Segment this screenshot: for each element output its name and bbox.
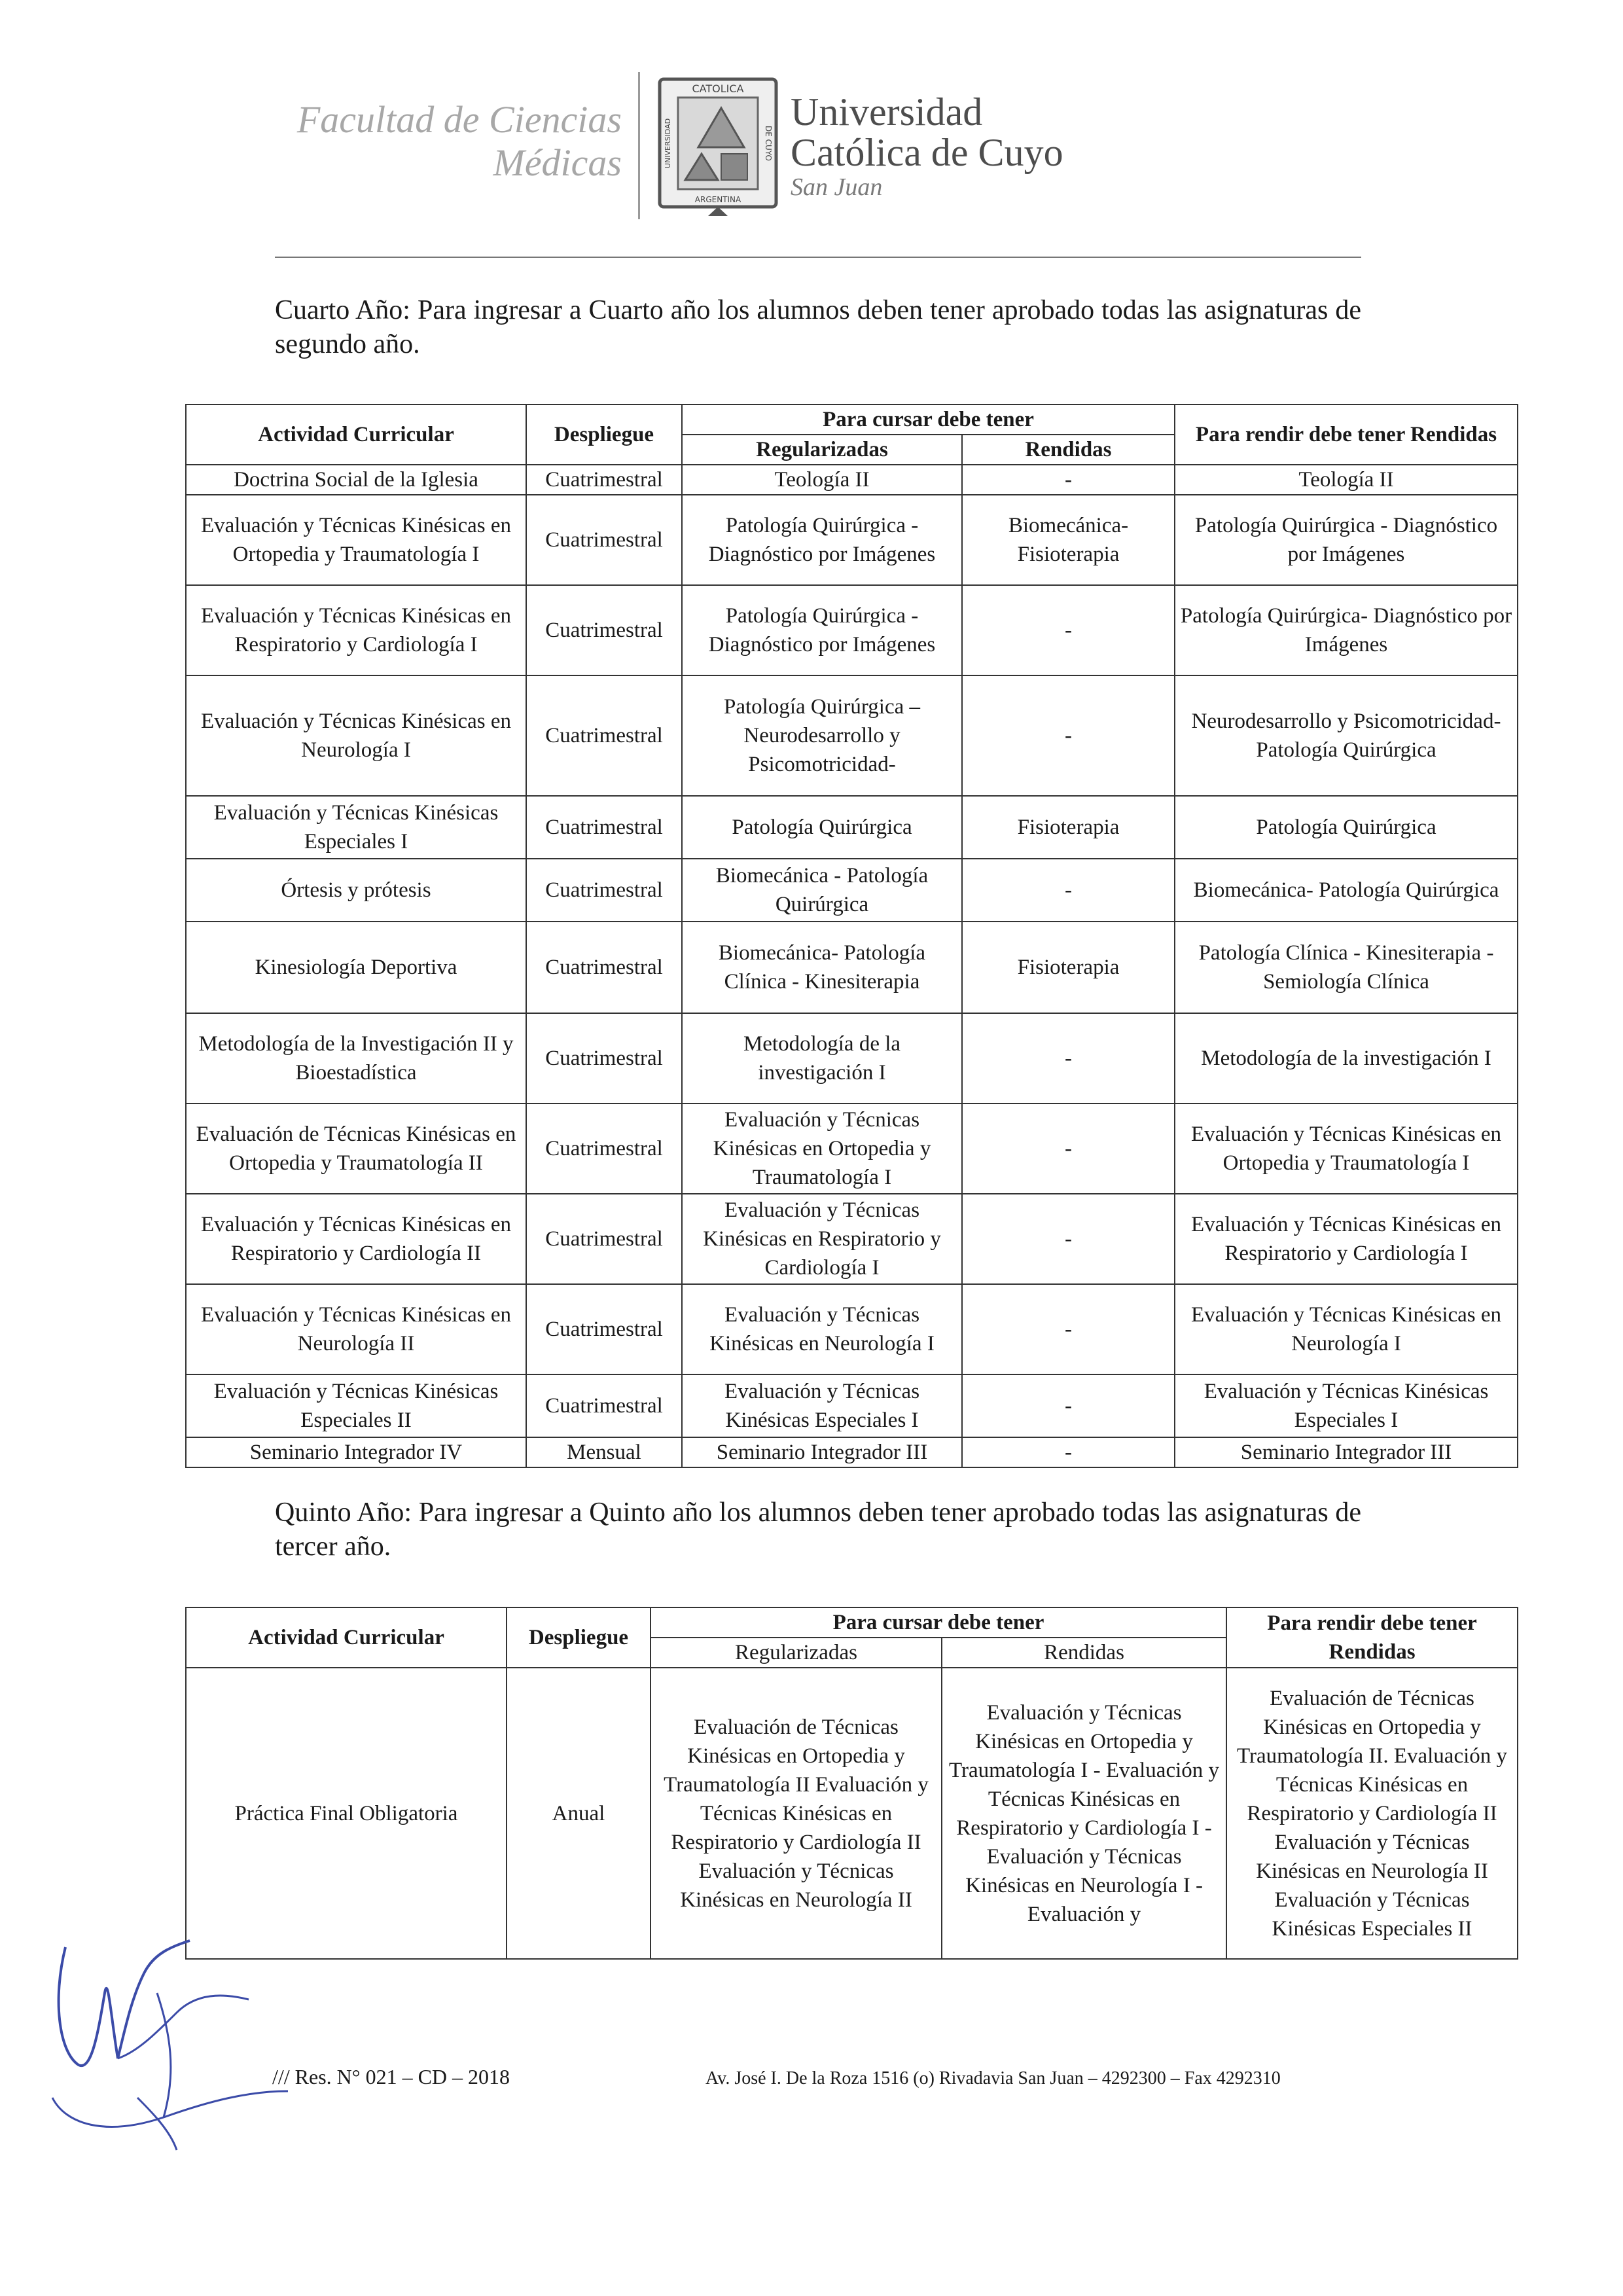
- table-row: [186, 1103, 1518, 1194]
- table-row: [186, 495, 1518, 585]
- signature-icon: [39, 1901, 314, 2176]
- cell-rendidas: -: [962, 1437, 1175, 1467]
- cell-actividad: Evaluación y Técnicas Kinésicas en Respiratorio y Cardiología I: [186, 585, 526, 675]
- cell-rendir: Evaluación y Técnicas Kinésicas en Ortopedia y Traumatología I: [1175, 1103, 1518, 1194]
- cell-actividad: Kinesiología Deportiva: [186, 922, 526, 1013]
- cell-rendidas: -: [962, 585, 1175, 675]
- cell-actividad: Doctrina Social de la Iglesia: [186, 465, 526, 495]
- cell-despliegue: Cuatrimestral: [526, 675, 682, 796]
- cell-actividad: Evaluación y Técnicas Kinésicas en Neurología II: [186, 1284, 526, 1374]
- cell-despliegue: Cuatrimestral: [526, 1013, 682, 1103]
- cuarto-table: [185, 404, 1518, 1468]
- cell-regularizadas: Metodología de la investigación I: [682, 1013, 962, 1103]
- faculty-name-line1: Facultad de Ciencias: [296, 98, 622, 141]
- cell-regularizadas: Evaluación y Técnicas Kinésicas en Neurología I: [682, 1284, 962, 1374]
- table-row: [186, 1284, 1518, 1374]
- cell-rendir: Evaluación de Técnicas Kinésicas en Ortopedia y Traumatología II. Evaluación y Técnicas Kinésicas en Respiratorio y Cardiología II Evaluación y Técnicas Kinésicas en Neurología II Evaluación y Técnicas Kinésicas Especiales II: [1226, 1668, 1518, 1959]
- cell-rendidas: Fisioterapia: [962, 796, 1175, 859]
- cell-despliegue: Cuatrimestral: [526, 859, 682, 922]
- seal-text-left: UNIVERSIDAD: [664, 118, 672, 169]
- cuarto-header-rendidas: Rendidas: [962, 435, 1175, 465]
- table-row: [186, 1194, 1518, 1284]
- cell-rendir: Patología Quirúrgica - Diagnóstico por Imágenes: [1175, 495, 1518, 585]
- quinto-header-rendir: Para rendir debe tener Rendidas: [1226, 1607, 1518, 1668]
- header-rule: [275, 257, 1361, 258]
- cell-despliegue: Cuatrimestral: [526, 1284, 682, 1374]
- cell-despliegue: Cuatrimestral: [526, 796, 682, 859]
- university-name: [791, 92, 1063, 202]
- university-city: San Juan: [791, 173, 883, 201]
- quinto-header-cursar: Para cursar debe tener: [651, 1607, 1226, 1638]
- cell-regularizadas: Evaluación y Técnicas Kinésicas en Ortopedia y Traumatología I: [682, 1103, 962, 1194]
- cell-rendir: Metodología de la investigación I: [1175, 1013, 1518, 1103]
- cell-despliegue: Cuatrimestral: [526, 922, 682, 1013]
- cell-actividad: Evaluación y Técnicas Kinésicas Especiales I: [186, 796, 526, 859]
- quinto-header-regularizadas: Regularizadas: [651, 1638, 942, 1668]
- cell-despliegue: Anual: [507, 1668, 651, 1959]
- cuarto-intro: Cuarto Año: Para ingresar a Cuarto año los alumnos deben tener aprobado todas las asignaturas de segundo año.: [275, 295, 1361, 359]
- seal-text-top: CATOLICA: [692, 82, 744, 95]
- cell-regularizadas: Patología Quirúrgica: [682, 796, 962, 859]
- cell-rendidas: -: [962, 1374, 1175, 1437]
- cuarto-header-actividad: Actividad Curricular: [186, 404, 526, 465]
- cell-rendidas: -: [962, 1194, 1175, 1284]
- university-seal-icon: [656, 75, 780, 219]
- cell-rendidas: Biomecánica- Fisioterapia: [962, 495, 1175, 585]
- cell-despliegue: Cuatrimestral: [526, 1194, 682, 1284]
- resolution-number: /// Res. N° 021 – CD – 2018: [272, 2065, 510, 2089]
- cell-rendir: Patología Clínica - Kinesiterapia - Semiología Clínica: [1175, 922, 1518, 1013]
- cell-actividad: Metodología de la Investigación II y Bioestadística: [186, 1013, 526, 1103]
- quinto-table: [185, 1607, 1518, 1960]
- cell-rendir: Patología Quirúrgica- Diagnóstico por Imágenes: [1175, 585, 1518, 675]
- cell-regularizadas: Evaluación de Técnicas Kinésicas en Ortopedia y Traumatología II Evaluación y Técnicas Kinésicas en Respiratorio y Cardiología II Evaluación y Técnicas Kinésicas en Neurología II: [651, 1668, 942, 1959]
- cell-despliegue: Cuatrimestral: [526, 1374, 682, 1437]
- cell-rendir: Evaluación y Técnicas Kinésicas en Respiratorio y Cardiología I: [1175, 1194, 1518, 1284]
- cell-actividad: Evaluación y Técnicas Kinésicas en Respiratorio y Cardiología II: [186, 1194, 526, 1284]
- table-row: [186, 1668, 1518, 1959]
- university-name-line2: Católica de Cuyo: [791, 131, 1063, 174]
- cell-regularizadas: Patología Quirúrgica - Diagnóstico por Imágenes: [682, 585, 962, 675]
- quinto-header-rendidas: Rendidas: [942, 1638, 1226, 1668]
- cell-rendidas: -: [962, 675, 1175, 796]
- quinto-intro: Quinto Año: Para ingresar a Quinto año los alumnos deben tener aprobado todas las asignaturas de tercer año.: [275, 1498, 1361, 1562]
- table-row: [186, 585, 1518, 675]
- cell-despliegue: Mensual: [526, 1437, 682, 1467]
- cell-rendidas: -: [962, 859, 1175, 922]
- table-row: [186, 1013, 1518, 1103]
- cell-rendidas: Fisioterapia: [962, 922, 1175, 1013]
- cell-regularizadas: Evaluación y Técnicas Kinésicas en Respiratorio y Cardiología I: [682, 1194, 962, 1284]
- seal-text-right: DE CUYO: [764, 126, 773, 161]
- cuarto-header-cursar: Para cursar debe tener: [682, 404, 1175, 435]
- cell-actividad: Evaluación y Técnicas Kinésicas Especiales II: [186, 1374, 526, 1437]
- table-row: [186, 922, 1518, 1013]
- cell-regularizadas: Patología Quirúrgica - Diagnóstico por Imágenes: [682, 495, 962, 585]
- cell-regularizadas: Seminario Integrador III: [682, 1437, 962, 1467]
- cuarto-header-despliegue: Despliegue: [526, 404, 682, 465]
- cell-rendidas: -: [962, 1103, 1175, 1194]
- table-row: [186, 1374, 1518, 1437]
- seal-text-bottom: ARGENTINA: [694, 195, 741, 204]
- table-row: [186, 1437, 1518, 1467]
- cell-actividad: Seminario Integrador IV: [186, 1437, 526, 1467]
- cell-despliegue: Cuatrimestral: [526, 465, 682, 495]
- cell-rendir: Seminario Integrador III: [1175, 1437, 1518, 1467]
- cell-rendidas: -: [962, 1013, 1175, 1103]
- cell-regularizadas: Biomecánica - Patología Quirúrgica: [682, 859, 962, 922]
- cell-regularizadas: Patología Quirúrgica – Neurodesarrollo y Psicomotricidad-: [682, 675, 962, 796]
- cell-rendir: Teología II: [1175, 465, 1518, 495]
- quinto-header-despliegue: Despliegue: [507, 1607, 651, 1668]
- cell-rendir: Evaluación y Técnicas Kinésicas en Neurología I: [1175, 1284, 1518, 1374]
- cell-regularizadas: Evaluación y Técnicas Kinésicas Especiales I: [682, 1374, 962, 1437]
- cuarto-header-rendir: Para rendir debe tener Rendidas: [1175, 404, 1518, 465]
- cell-rendir: Patología Quirúrgica: [1175, 796, 1518, 859]
- cell-rendidas: -: [962, 465, 1175, 495]
- table-row: [186, 675, 1518, 796]
- table-row: [186, 465, 1518, 495]
- table-row: [186, 859, 1518, 922]
- cell-despliegue: Cuatrimestral: [526, 585, 682, 675]
- university-name-line1: Universidad: [791, 90, 983, 134]
- cell-actividad: Evaluación de Técnicas Kinésicas en Ortopedia y Traumatología II: [186, 1103, 526, 1194]
- cell-rendir: Neurodesarrollo y Psicomotricidad- Patología Quirúrgica: [1175, 675, 1518, 796]
- cell-regularizadas: Biomecánica- Patología Clínica - Kinesiterapia: [682, 922, 962, 1013]
- cell-actividad: Evaluación y Técnicas Kinésicas en Ortopedia y Traumatología I: [186, 495, 526, 585]
- quinto-header-actividad: Actividad Curricular: [186, 1607, 507, 1668]
- cell-despliegue: Cuatrimestral: [526, 1103, 682, 1194]
- cell-rendir: Biomecánica- Patología Quirúrgica: [1175, 859, 1518, 922]
- cell-despliegue: Cuatrimestral: [526, 495, 682, 585]
- cell-rendir: Evaluación y Técnicas Kinésicas Especiales I: [1175, 1374, 1518, 1437]
- faculty-name-line2: Médicas: [493, 141, 622, 184]
- cell-rendidas: -: [962, 1284, 1175, 1374]
- cell-actividad: Práctica Final Obligatoria: [186, 1668, 507, 1959]
- cell-regularizadas: Teología II: [682, 465, 962, 495]
- faculty-name: [255, 98, 622, 185]
- cell-actividad: Evaluación y Técnicas Kinésicas en Neurología I: [186, 675, 526, 796]
- cell-actividad: Órtesis y prótesis: [186, 859, 526, 922]
- table-row: [186, 796, 1518, 859]
- cuarto-header-regularizadas: Regularizadas: [682, 435, 962, 465]
- footer-address: Av. José I. De la Roza 1516 (o) Rivadavia San Juan – 4292300 – Fax 4292310: [705, 2068, 1281, 2089]
- cell-rendidas: Evaluación y Técnicas Kinésicas en Ortopedia y Traumatología I - Evaluación y Técnicas Kinésicas en Respiratorio y Cardiología I - Evaluación y Técnicas Kinésicas en Neurología I - Evaluación y: [942, 1668, 1226, 1959]
- header-divider: [638, 72, 640, 219]
